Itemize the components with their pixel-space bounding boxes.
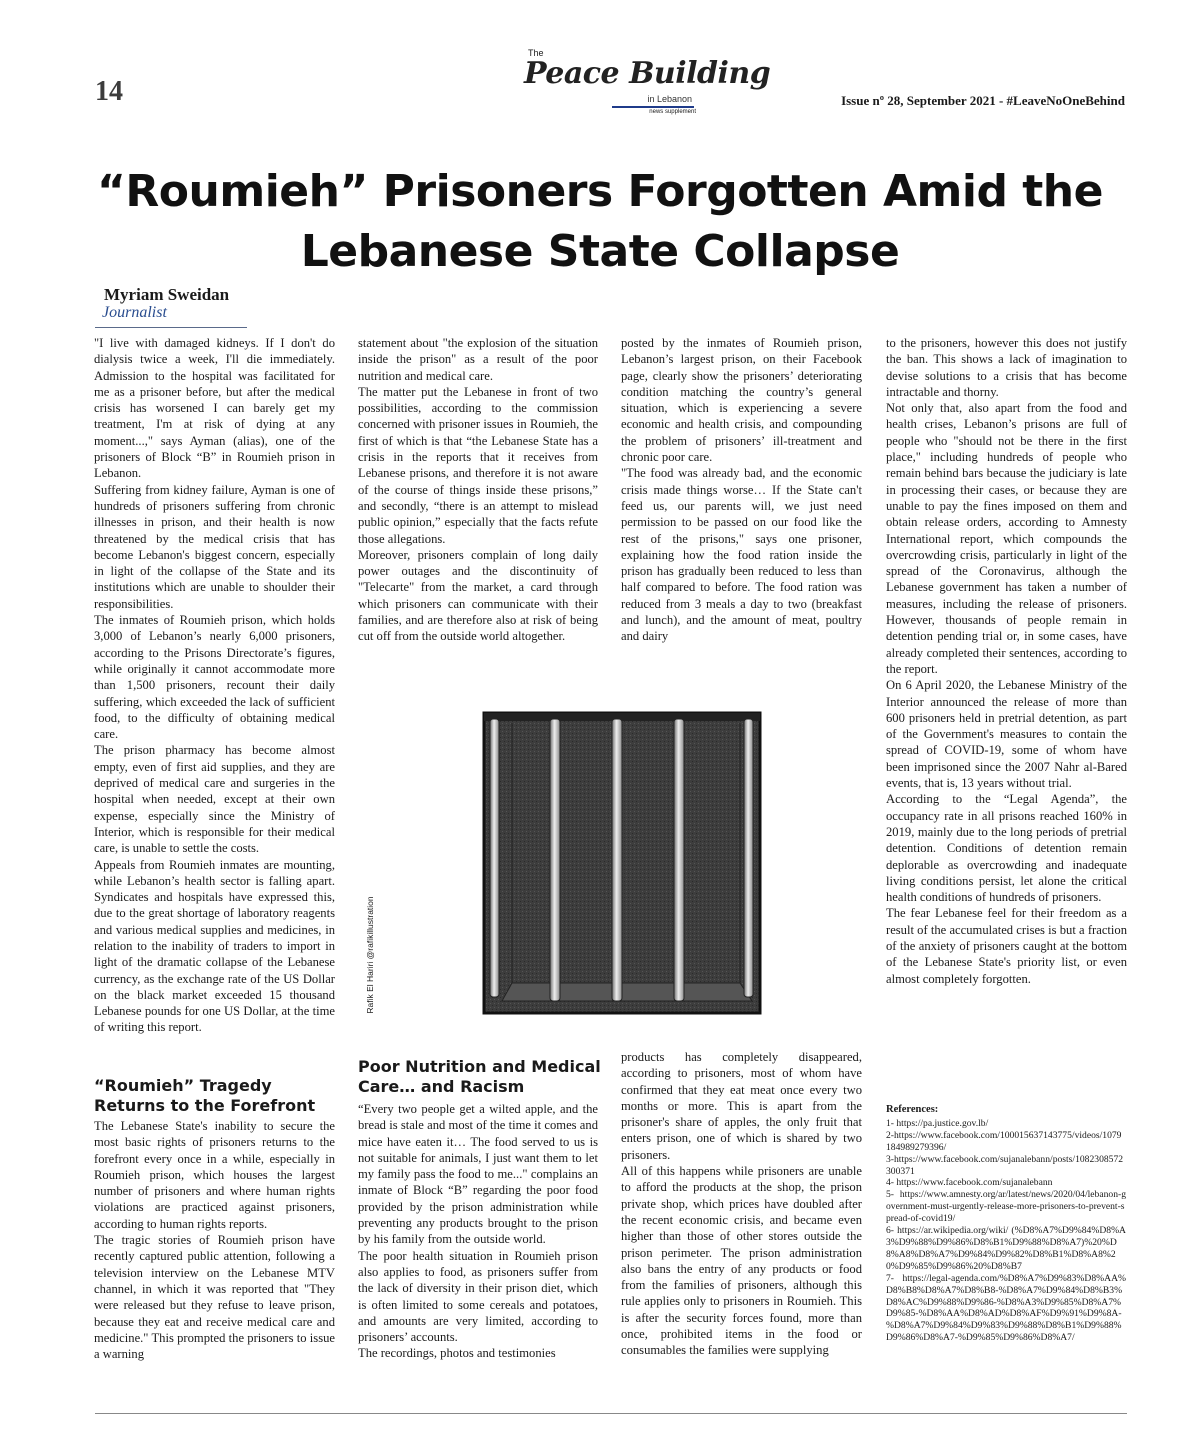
paragraph: The recordings, photos and testimonies [358,1346,556,1361]
masthead-rule [612,106,694,108]
reference-item[interactable]: 2-https://www.facebook.com/100015637143775/videos/1079184989279396/ [886,1129,1122,1153]
section-heading-tragedy: “Roumieh” Tragedy Returns to the Forefront [94,1076,316,1115]
paragraph: statement about "the explosion of the situation inside the prison" as a result of the poor nutrition and medical care. [358,336,598,383]
masthead-title: Peace Building [524,56,771,91]
paragraph: to the prisoners, however this does not justify the ban. This shows a lack of imagination to devise solutions to a crisis that has become intractable and thorny. [886,336,1127,399]
author-role: Journalist [102,304,167,321]
paragraph: The matter put the Lebanese in front of two possibilities, according to the commission concerned with prisoner issues in Roumieh, the first of which is that “the Lebanese State has a crisis in the reports that it receives from Lebanese prisons, and therefore it is not aware of the course of things inside these prisons,” and secondly, “there is an attempt to mislead public opinion,” especially that the facts refute those allegations. [358,384,598,546]
column-2 [358,335,598,645]
column-3 [621,335,862,645]
issue-line: Issue nº 28, September 2021 - #LeaveNoOneBehind [841,93,1125,108]
article-title: “Roumieh” Prisoners Forgotten Amid the Lebanese State Collapse [97,166,1103,277]
prison-bars-illustration [482,711,762,1016]
author-name: Myriam Sweidan [104,285,230,304]
column-2-continued [358,1101,598,1362]
paragraph: Suffering from kidney failure, Ayman is one of hundreds of prisoners suffering from chronic illnesses in prison, and their health is now threatened by the medical crisis that has become Lebanon's biggest concern, especially in light of the collapse of the State and its institutions which are unable to shoulder their responsibilities. [94,482,335,611]
paragraph: "The food was already bad, and the economic crisis made things worse… If the State can't feed us, our parents will, we just need permission to be passed on our food like the rest of the prisons," says one prisoner, explaining how the food ration inside the prison has gradually been reduced to less than half compared to before. The food ration was reduced from 3 meals a day to two (breakfast and lunch), and the amount of meat, poultry and dairy [621,466,862,644]
photo-credit-text: Rafik El Hariri @rafikillustration [365,896,375,1014]
reference-item[interactable]: 4- https://www.facebook.com/sujanalebann [886,1177,1053,1189]
paragraph: Moreover, prisoners complain of long daily power outages and the discontinuity of "Telecarte" from the market, a card through which prisoners can communicate with their families, and are therefore also at risk of being cut off from the outside world altogether. [358,547,598,644]
paragraph: All of this happens while prisoners are unable to afford the products at the shop, the prison private shop, which prices have doubled after the recent economic crisis, and became even higher than those of other stores outside the prison perimeter. The prison administration also bans the entry of any products or food from the families of prisoners, although this rule applies only to prisoners in Roumieh. This is after the security forces found, more than once, prohibited items in the food or consumables the families were supplying [621,1164,862,1358]
paragraph: products has completely disappeared, according to prisoners, most of whom have confirmed that they eat meat once every two months or more. This is apart from the prisoner's share of apples, the only fruit that enters prison, one of which is shared by two prisoners. [621,1050,862,1162]
masthead-logo [524,48,771,118]
reference-item[interactable]: 1- https://pa.justice.gov.lb/ [886,1117,989,1129]
masthead-subtitle: in Lebanon [647,94,692,104]
page-number: 14 [95,76,123,107]
reference-item[interactable]: 6- https://ar.wikipedia.org/wiki/ (%D8%A7%D9%84%D8%A3%D9%88%D9%86%D8%B1%D9%88%D8%A7)%20%D8%A8%D8%A7%D9%84%D9%82%D8%B1%D8%A8%20%D9%85%D9%86%20%D8%B7 [886,1225,1126,1272]
paragraph: “Every two people get a wilted apple, and the bread is stale and most of the time it comes and mice have eaten it… The food served to us is not suitable for animals, I just want them to let my family pass the food to me..." complains an inmate of Block “B” regarding the poor food provided by the prison administration while preventing any products brought to the prison by his family from the outside world. [358,1102,598,1247]
masthead-supplement: news supplement [649,109,696,115]
paragraph: The fear Lebanese feel for their freedom as a result of the accumulated crises is but a fraction of the anxiety of prisoners caught at the bottom of the Lebanese State's priority list, or even almost completely forgotten. [886,906,1127,986]
paragraph: Appeals from Roumieh inmates are mounting, while Lebanon’s health sector is falling apart. Syndicates and hospitals have expressed this, due to the great shortage of laboratory reagents and various medical supplies and medicines, in relation to the inability of traders to import in light of the dramatic collapse of the Lebanese currency, as the exchange rate of the US Dollar on the black market exceeded 15 thousand Lebanese pounds for one US Dollar, at the time of writing this report. [94,857,335,1035]
footer-divider [95,1413,1127,1414]
paragraph: On 6 April 2020, the Lebanese Ministry of the Interior announced the release of more than 600 prisoners held in pretrial detention, as part of the Government's measures to contain the spread of COVID-19, some of whom have been imprisoned since the 2007 Nahr al-Bared events, that is, 13 years without trial. [886,678,1127,791]
byline-divider [95,327,247,328]
reference-item[interactable]: 5- https://www.amnesty.org/ar/latest/news/2020/04/lebanon-government-must-urgently-release-more-prisoners-to-prevent-spread-of-covid19/ [886,1189,1126,1225]
references-heading: References: [886,1104,939,1115]
column-1-continued [94,1118,335,1362]
paragraph: The tragic stories of Roumieh prison have recently captured public attention, following a television interview on the Lebanese MTV channel, in which it was reported that "They were released but they refuse to leave prison, because they eat and receive medical care and medicine." This prompted the prisoners to issue a warning [94,1233,335,1362]
column-3-continued [621,1049,862,1359]
paragraph: According to the “Legal Agenda”, the occupancy rate in all prisons reached 160% in 2019, mainly due to the long periods of pretrial detention. Conditions of detention remain deplorable as overcrowding and inadequate living conditions persist, let alone the critical health conditions of hundreds of prisoners. [886,792,1127,905]
reference-item[interactable]: 3-https://www.facebook.com/sujanalebann/posts/1082308572300371 [886,1153,1124,1177]
section-heading-nutrition: Poor Nutrition and Medical Care… and Racism [358,1057,601,1096]
paragraph: posted by the inmates of Roumieh prison, Lebanon’s largest prison, on their Facebook page, clearly show the prisoners’ deteriorating condition matching the country’s general situation, which is experiencing a severe economic and health crisis, and compounding the problem of prisoners’ ill-treatment and chronic poor care. [621,336,862,465]
references [886,1104,1126,1344]
paragraph: "I live with damaged kidneys. If I don't do dialysis twice a week, I'll die immediately. Admission to the hospital was facilitated for me as a prisoner before, but after the medical crisis has worsened I can barely get my treatment, I'm at risk of dying at any moment...," says Ayman (alias), one of the prisoners of Block “B” in Roumieh prison in Lebanon. [94,336,335,481]
paragraph: The poor health situation in Roumieh prison also applies to food, as prisoners suffer from the lack of diversity in their prison diet, which is often limited to some cereals and potatoes, and amounts are very limited, according to prisoners’ accounts. [358,1248,598,1345]
reference-item[interactable]: 7- https://legal-agenda.com/%D8%A7%D9%83%D8%AA%D8%B8%D8%A7%D8%B8-%D8%A7%D9%84%D8%B3%D8%AC%D9%88%D9%86-%D8%A3%D9%85%D8%A7%D9%85-%D8%AA%D8%AD%D8%AF%D9%91%D9%8A-%D8%A7%D9%84%D9%83%D9%88%D8%B1%D9%88%D9%86%D8%A7-%D9%85%D9%86%D8%A7/ [886,1272,1126,1344]
photo-credit [363,890,377,1020]
paragraph: The Lebanese State's inability to secure the most basic rights of prisoners returns to the forefront every once in a while, especially in Roumieh prison, which houses the largest number of prisoners and where human rights violations are practiced against prisoners, according to human rights reports. [94,1119,335,1231]
paragraph: The prison pharmacy has become almost empty, even of first aid supplies, and they are deprived of medical care and surgeries in the hospital when needed, except at their own expense, especially since the Ministry of Interior, which is responsible for their medical care, is unable to settle the costs. [94,743,335,856]
masthead-the: The [528,48,544,58]
column-1 [94,335,335,1036]
paragraph: The inmates of Roumieh prison, which holds 3,000 of Lebanon’s nearly 6,000 prisoners, according to the Prisons Directorate’s figures, while originally it cannot accommodate more than 1,500 prisoners, recount their daily suffering, which exceeded the lack of sufficient food, to the difficulty of obtaining medical care. [94,613,335,742]
paragraph: Not only that, also apart from the food and health crises, Lebanon’s prisons are full of people who "should not be there in the first place," including hundreds of people who remain behind bars because the judiciary is late in processing their cases, or because they are unable to pay the fines imposed on them and obtain release orders, according to Amnesty International report, which compounds the overcrowding crisis, particularly in light of the spread of the Coronavirus, although the Lebanese government has taken a number of measures, including the release of prisoners. However, thousands of people remain in detention pending trial or, in some cases, have already completed their sentences, according to the report. [886,401,1127,676]
column-4 [886,335,1127,987]
